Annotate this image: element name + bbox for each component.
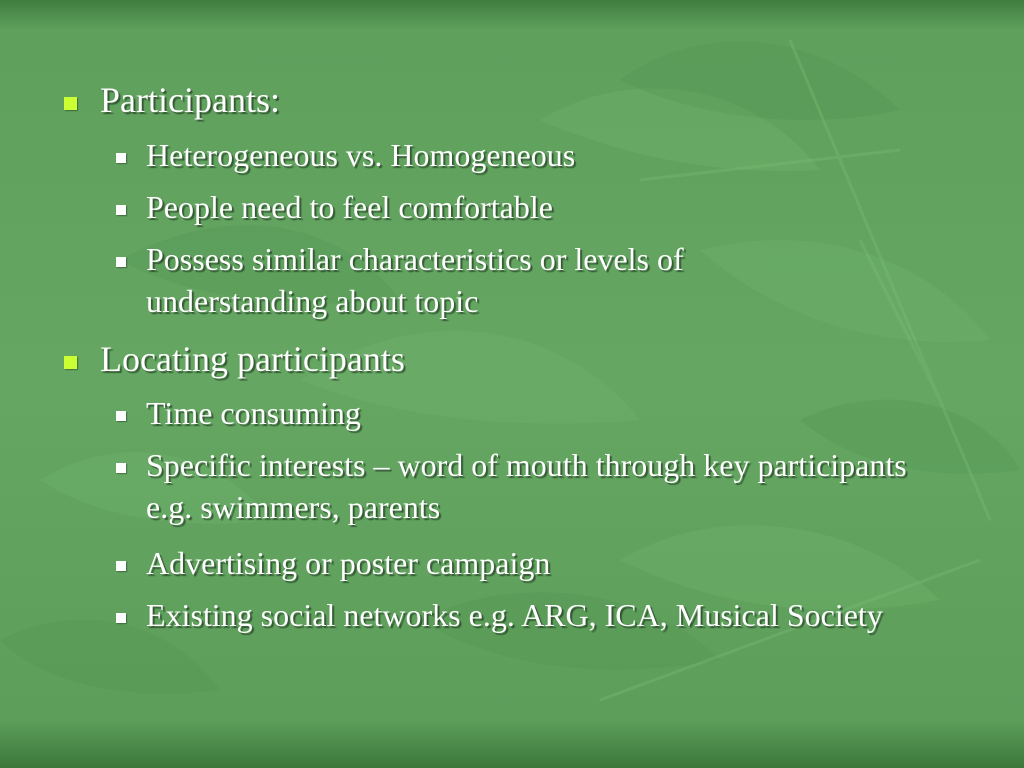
bullet-icon: [116, 463, 126, 473]
list-item: Heterogeneous vs. Homogeneous: [146, 137, 576, 173]
bullet-icon: [116, 153, 126, 163]
bullet-icon: [116, 257, 126, 267]
list-item: People need to feel comfortable: [146, 189, 553, 225]
list-item: Specific interests – word of mouth through key participants e.g. swimmers, parents: [146, 447, 907, 525]
list-item: Existing social networks e.g. ARG, ICA, Musical Society: [146, 597, 883, 633]
list-item: Possess similar characteristics or levels of understanding about topic: [146, 241, 684, 319]
bullet-icon: [116, 411, 126, 421]
heading-participants: Participants:: [100, 80, 280, 120]
bullet-icon: [64, 97, 77, 110]
bullet-icon: [116, 205, 126, 215]
bullet-icon: [116, 561, 126, 571]
list-item: Time consuming: [146, 395, 361, 431]
bullet-icon: [116, 613, 126, 623]
list-item: Advertising or poster campaign: [146, 545, 551, 581]
bullet-icon: [64, 356, 77, 369]
heading-locating-participants: Locating participants: [100, 339, 405, 379]
